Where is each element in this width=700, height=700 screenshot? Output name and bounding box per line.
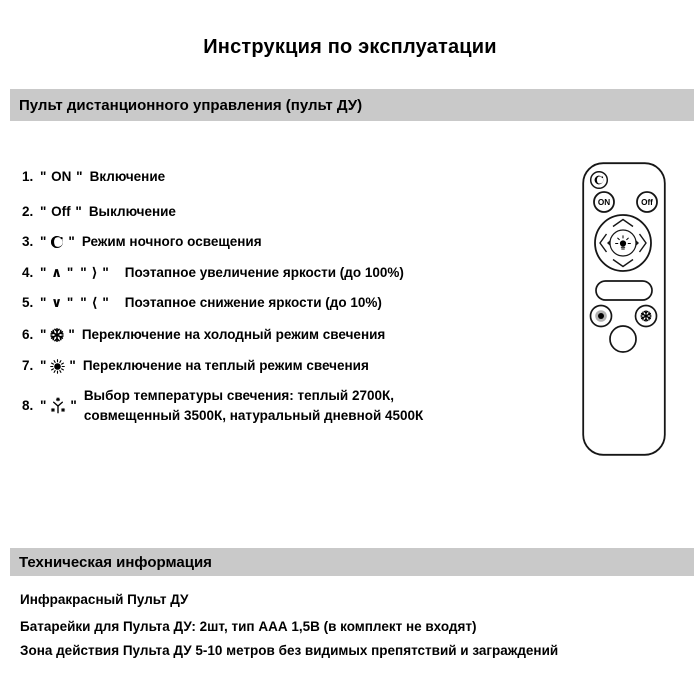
list-item-on — [22, 167, 165, 187]
list-item-cold-mode — [22, 325, 385, 345]
list-item-night-mode — [22, 232, 262, 252]
item-number: 8. — [22, 398, 34, 413]
off-label: Off — [47, 204, 75, 219]
item-label: Выключение — [88, 204, 176, 219]
quote-mark: " — [80, 265, 87, 280]
quote-mark: " — [70, 398, 77, 413]
item-label: Поэтапное увеличение яркости (до 100%) — [124, 265, 404, 280]
quote-mark: " — [68, 234, 75, 249]
chevron-right-glyph: ⟩ — [87, 265, 102, 280]
item-label: Переключение на теплый режим свечения — [82, 358, 369, 373]
on-button-label: ON — [597, 198, 611, 208]
quote-mark: " — [40, 358, 47, 373]
quote-mark: " — [40, 398, 47, 413]
tech-line-remote-type: Инфракрасный Пульт ДУ — [20, 592, 189, 607]
section-header-remote-label: Пульт дистанционного управления (пульт ДУ) — [19, 96, 363, 114]
quote-mark: " — [75, 204, 82, 219]
item-number: 7. — [22, 358, 34, 373]
list-item-off — [22, 202, 176, 222]
item-number: 6. — [22, 327, 34, 342]
sun-icon — [49, 358, 66, 375]
item-number: 4. — [22, 265, 34, 280]
item-number: 3. — [22, 234, 34, 249]
quote-mark: " — [102, 295, 109, 310]
remote-control-illustration — [582, 162, 666, 456]
off-button-label: Off — [641, 198, 653, 208]
section-header-tech — [10, 548, 694, 576]
quote-mark: " — [40, 327, 47, 342]
quote-mark: " — [40, 169, 47, 184]
temperature-select-icon — [49, 397, 67, 415]
list-item-brightness-down — [22, 293, 382, 313]
chevron-left-glyph: ⟨ — [87, 295, 102, 310]
item-label: Поэтапное снижение яркости (до 10%) — [124, 295, 382, 310]
chevron-up-glyph: ∧ — [47, 265, 66, 280]
quote-mark: " — [102, 265, 109, 280]
item-label: Включение — [89, 169, 166, 184]
item-label-line1: Выбор температуры свечения: теплый 2700К, — [83, 388, 394, 403]
list-item-warm-mode — [22, 356, 369, 376]
item-label: Переключение на холодный режим свечения — [81, 327, 386, 342]
quote-mark: " — [40, 234, 47, 249]
quote-mark: " — [66, 295, 74, 310]
quote-mark: " — [76, 169, 83, 184]
tech-line-range: Зона действия Пульта ДУ 5-10 метров без видимых препятствий и заграждений — [20, 643, 559, 658]
page-title: Инструкция по эксплуатации — [203, 36, 497, 58]
section-header-tech-label: Техническая информация — [19, 553, 212, 571]
on-label: ON — [47, 169, 76, 184]
item-number: 5. — [22, 295, 34, 310]
snowflake-icon — [49, 327, 65, 343]
quote-mark: " — [40, 204, 47, 219]
list-item-temperature-select — [22, 386, 423, 426]
tech-line-batteries: Батарейки для Пульта ДУ: 2шт, тип ААА 1,5В (в комплект не входят) — [20, 619, 477, 634]
section-header-remote — [10, 89, 694, 121]
moon-icon — [49, 234, 65, 250]
warm-mode-icon — [595, 310, 607, 322]
chevron-down-glyph: ∨ — [47, 295, 66, 310]
list-item-brightness-up — [22, 263, 404, 283]
quote-mark: " — [66, 265, 74, 280]
item-label — [84, 386, 423, 426]
quote-mark: " — [68, 327, 75, 342]
item-label: Режим ночного освещения — [81, 234, 262, 249]
item-number: 1. — [22, 169, 34, 184]
quote-mark: " — [69, 358, 76, 373]
quote-mark: " — [80, 295, 87, 310]
quote-mark: " — [40, 265, 47, 280]
item-number: 2. — [22, 204, 34, 219]
item-label-line2: совмещенный 3500К, натуральный дневной 4500К — [83, 408, 424, 423]
quote-mark: " — [40, 295, 47, 310]
